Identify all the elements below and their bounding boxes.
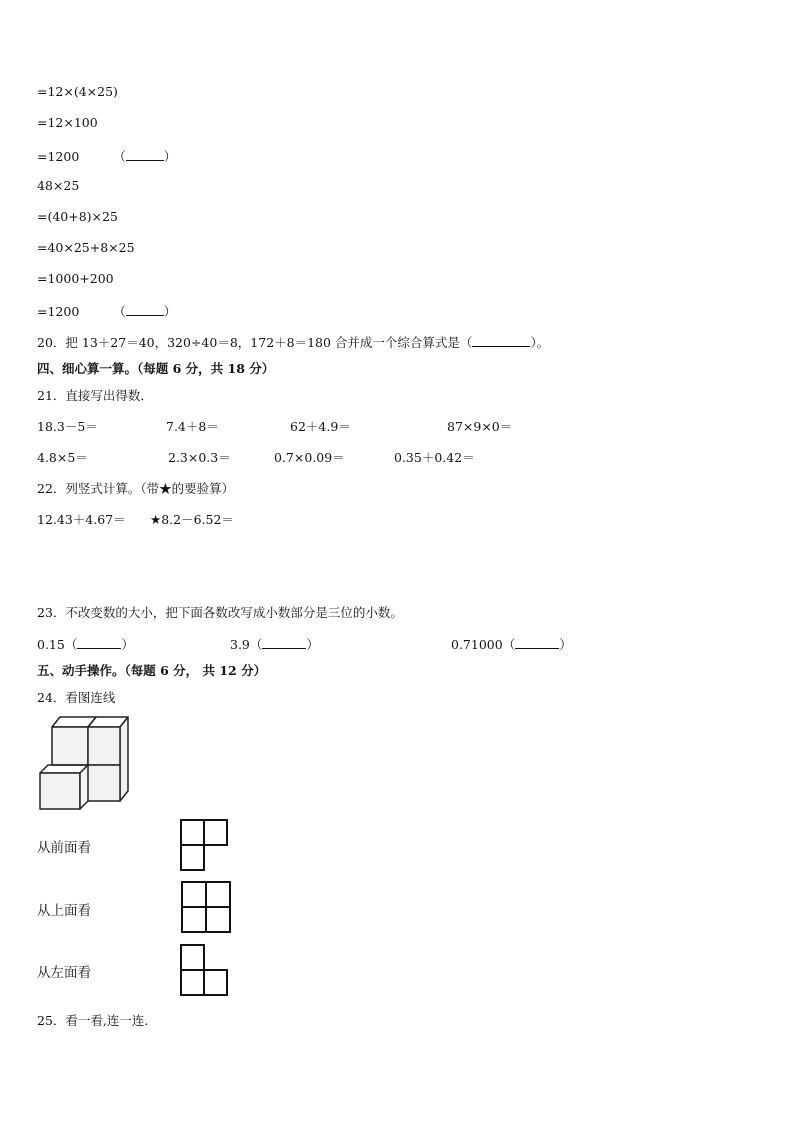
view-shape-c[interactable] bbox=[179, 943, 231, 999]
question-20-blank[interactable] bbox=[472, 346, 530, 347]
calc-a-line-2: =12×100 bbox=[37, 115, 98, 130]
q23-number: 0.71000（ bbox=[451, 637, 516, 652]
cube-stack-figure bbox=[38, 715, 130, 811]
question-24-title: 24．看图连线 bbox=[37, 690, 116, 705]
q23-item bbox=[451, 635, 572, 653]
question-25-title: 25．看一看,连一连. bbox=[37, 1013, 149, 1028]
judge-paren-close: ） bbox=[163, 304, 177, 319]
cube-side-face bbox=[120, 717, 128, 801]
section-5-title: 五、动手操作。（每题 6 分， 共 12 分） bbox=[37, 663, 267, 678]
q23-number: 3.9（ bbox=[230, 637, 263, 652]
q21-item: 0.7×0.09＝ bbox=[274, 450, 345, 465]
q23-item bbox=[37, 635, 134, 653]
calc-a-line-3 bbox=[37, 147, 176, 165]
q21-item: 18.3－5＝ bbox=[37, 419, 98, 434]
calc-b-result: =1200 bbox=[37, 304, 80, 319]
cube-front-face bbox=[88, 727, 120, 765]
judge-paren-open: （ bbox=[113, 149, 126, 164]
question-20 bbox=[37, 333, 549, 351]
q21-item: 0.35＋0.42＝ bbox=[394, 450, 475, 465]
judge-paren-close: ） bbox=[163, 149, 177, 164]
question-20-close: ）。 bbox=[530, 335, 550, 350]
view-label-front: 从前面看 bbox=[37, 840, 91, 856]
calc-b-line-2: =(40+8)×25 bbox=[37, 209, 118, 224]
view-shape-b[interactable] bbox=[180, 880, 234, 936]
judge-paren-open: （ bbox=[113, 304, 126, 319]
question-22-title: 22．列竖式计算。（带★的要验算） bbox=[37, 481, 235, 496]
question-23-title: 23．不改变数的大小，把下面各数改写成小数部分是三位的小数。 bbox=[37, 605, 403, 620]
judge-answer-blank-1[interactable] bbox=[126, 160, 164, 161]
q23-blank[interactable] bbox=[262, 648, 306, 649]
q21-item: 7.4＋8＝ bbox=[166, 419, 219, 434]
q23-blank[interactable] bbox=[515, 648, 559, 649]
q23-blank[interactable] bbox=[77, 648, 121, 649]
q21-item: 4.8×5＝ bbox=[37, 450, 88, 465]
cube-front-face bbox=[80, 765, 120, 809]
calc-b-line-1: 48×25 bbox=[37, 178, 80, 193]
cube-front-face bbox=[40, 773, 80, 809]
q21-item: 2.3×0.3＝ bbox=[168, 450, 231, 465]
calc-b-line-3: =40×25+8×25 bbox=[37, 240, 135, 255]
calc-a-line-1: =12×(4×25) bbox=[37, 84, 118, 99]
q22-item: 12.43＋4.67＝ bbox=[37, 512, 126, 527]
section-4-title: 四、细心算一算。（每题 6 分，共 18 分） bbox=[37, 361, 275, 376]
q23-close: ） bbox=[559, 637, 572, 652]
judge-answer-blank-2[interactable] bbox=[126, 315, 164, 316]
q23-number: 0.15（ bbox=[37, 637, 78, 652]
view-shape-a[interactable] bbox=[179, 818, 231, 874]
q23-close: ） bbox=[306, 637, 319, 652]
calc-a-result: =1200 bbox=[37, 149, 80, 164]
q23-close: ） bbox=[121, 637, 134, 652]
q23-item bbox=[230, 635, 319, 653]
question-20-text: 20．把 13＋27＝40，320÷40＝8，172＋8＝180 合并成一个综合算式是（ bbox=[37, 335, 473, 350]
view-label-left: 从左面看 bbox=[37, 965, 91, 981]
question-21-title: 21．直接写出得数． bbox=[37, 388, 153, 403]
cube-front-face bbox=[52, 727, 88, 765]
q22-item: ★8.2－6.52＝ bbox=[150, 512, 234, 527]
view-label-top: 从上面看 bbox=[37, 903, 91, 919]
calc-b-line-4: =1000+200 bbox=[37, 271, 114, 286]
calc-b-line-5 bbox=[37, 302, 176, 320]
q21-item: 87×9×0＝ bbox=[447, 419, 513, 434]
q21-item: 62＋4.9＝ bbox=[290, 419, 351, 434]
